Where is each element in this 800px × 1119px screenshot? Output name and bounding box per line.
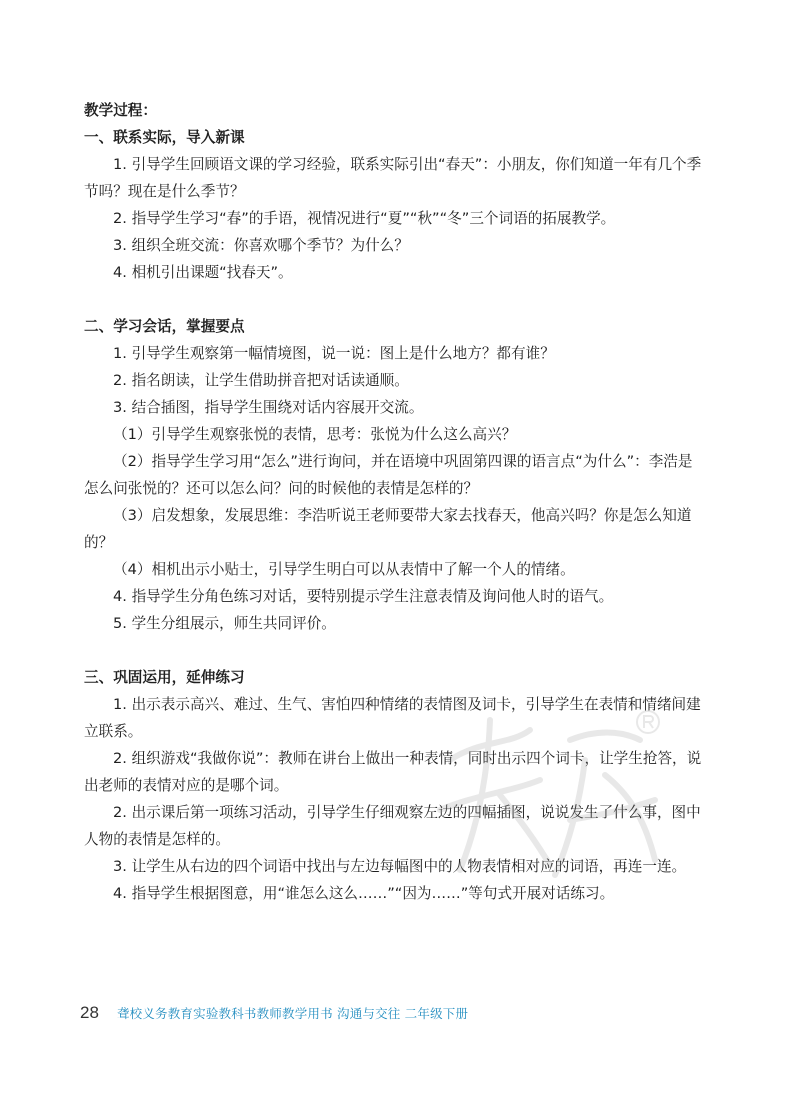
- paragraph: （1）引导学生观察张悦的表情，思考：张悦为什么这么高兴？: [113, 426, 517, 443]
- paragraph: 2. 指导学生学习“春”的手语，视情况进行“夏”“秋”“冬”三个词语的拓展教学。: [113, 210, 616, 227]
- page-number: 28: [80, 1003, 99, 1022]
- paragraph: 3. 组织全班交流：你喜欢哪个季节？为什么？: [113, 237, 409, 254]
- paragraph: 4. 指导学生根据图意，用“谁怎么这么……”“因为……”等句式开展对话练习。: [113, 885, 615, 902]
- paragraph: 2. 组织游戏“我做你说”：教师在讲台上做出一种表情，同时出示四个词卡，让学生抢答，说出老师的表情对应的是哪个词。: [84, 750, 702, 794]
- page-title: 教学过程：: [84, 102, 157, 119]
- section-heading-1: 一、联系实际，导入新课: [84, 129, 245, 146]
- paragraph: （4）相机出示小贴士，引导学生明白可以从表情中了解一个人的情绪。: [113, 561, 575, 578]
- paragraph: （2）指导学生学习用“怎么”进行询问，并在语境中巩固第四课的语言点“为什么”：李浩是怎么问张悦的？还可以怎么问？问的时候他的表情是怎样的？: [84, 453, 693, 497]
- paragraph: 4. 相机引出课题“找春天”。: [113, 264, 293, 281]
- paragraph: 1. 出示表示高兴、难过、生气、害怕四种情绪的表情图及词卡，引导学生在表情和情绪间建立联系。: [84, 696, 701, 740]
- paragraph: 2. 指名朗读，让学生借助拼音把对话读通顺。: [113, 372, 409, 389]
- book-title: 聋校义务教育实验教科书教师教学用书 沟通与交往 二年级下册: [116, 1006, 469, 1021]
- paragraph: 1. 引导学生回顾语文课的学习经验，联系实际引出“春天”：小朋友，你们知道一年有几个季节吗？现在是什么季节？: [84, 156, 702, 200]
- paragraph: 3. 结合插图，指导学生围绕对话内容展开交流。: [113, 399, 424, 416]
- section-spacer: [84, 637, 702, 664]
- main-content: [84, 97, 702, 907]
- paragraph: 1. 引导学生观察第一幅情境图，说一说：图上是什么地方？都有谁？: [113, 345, 555, 362]
- section-heading-2: 二、学习会话，掌握要点: [84, 318, 245, 335]
- section-heading-3: 三、巩固运用，延伸练习: [84, 669, 245, 686]
- paragraph: （3）启发想象，发展思维：李浩听说王老师要带大家去找春天，他高兴吗？你是怎么知道的？: [84, 507, 692, 551]
- page-footer: [80, 1003, 468, 1027]
- paragraph: 4. 指导学生分角色练习对话，要特别提示学生注意表情及询问他人时的语气。: [113, 588, 614, 605]
- paragraph: 2. 出示课后第一项练习活动，引导学生仔细观察左边的四幅插图，说说发生了什么事，图中人物的表情是怎样的。: [84, 804, 701, 848]
- paragraph: 5. 学生分组展示，师生共同评价。: [113, 615, 336, 632]
- paragraph: 3. 让学生从右边的四个词语中找出与左边每幅图中的人物表情相对应的词语，再连一连。: [113, 858, 687, 875]
- section-spacer: [84, 286, 702, 313]
